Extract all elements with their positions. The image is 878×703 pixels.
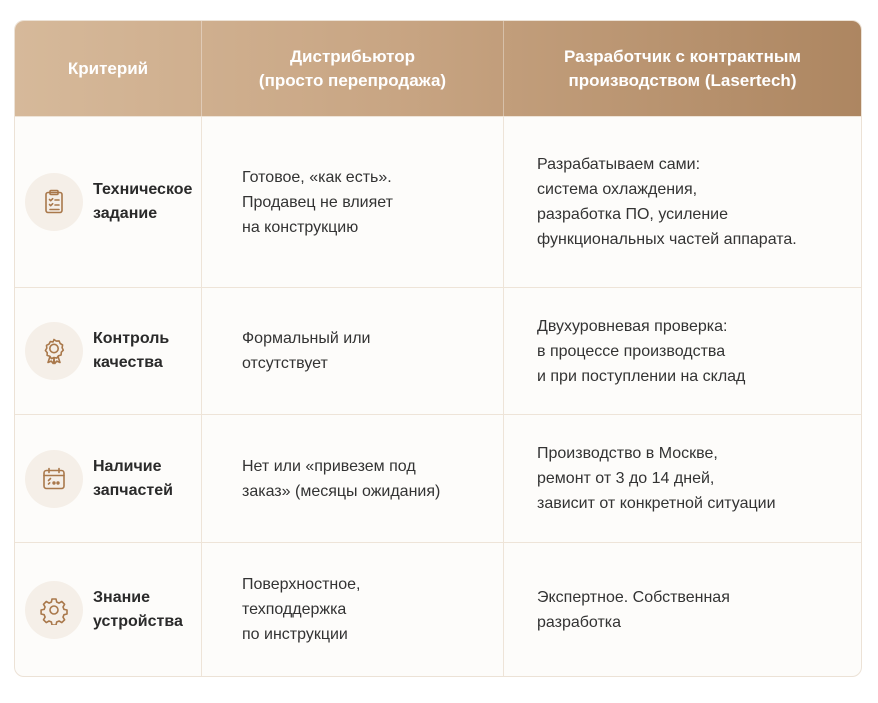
criterion-cell bbox=[15, 543, 201, 676]
header-criterion: Критерий bbox=[67, 58, 149, 78]
distributor-cell: Нет или «привезем под заказ» (месяцы ожидания) bbox=[201, 415, 503, 542]
table-row bbox=[15, 116, 861, 287]
distributor-cell: Поверхностное, техподдержка по инструкции bbox=[201, 543, 503, 676]
distributor-cell: Готовое, «как есть». Продавец не влияет на конструкцию bbox=[201, 117, 503, 287]
developer-cell: Экспертное. Собственная разработка bbox=[503, 543, 861, 676]
criterion-cell bbox=[15, 288, 201, 414]
table-row bbox=[15, 414, 861, 542]
criterion-label: Знание устройства bbox=[93, 588, 183, 630]
gear-icon bbox=[25, 581, 83, 639]
criterion-label: Контроль качества bbox=[93, 330, 170, 371]
table-header bbox=[15, 21, 861, 116]
table-row bbox=[15, 542, 861, 676]
developer-cell: Двухуровневая проверка: в процессе производства и при поступлении на склад bbox=[503, 288, 861, 414]
quality-badge-icon bbox=[25, 322, 83, 380]
table-row bbox=[15, 287, 861, 414]
criterion-cell bbox=[15, 117, 201, 287]
developer-cell: Разрабатываем сами: система охлаждения, разработка ПО, усиление функциональных частей аппарата. bbox=[503, 117, 861, 287]
comparison-table bbox=[14, 20, 862, 677]
clipboard-icon bbox=[25, 173, 83, 231]
criterion-cell bbox=[15, 415, 201, 542]
header-distributor: Дистрибьютор (просто перепродажа) bbox=[201, 21, 503, 116]
developer-cell: Производство в Москве, ремонт от 3 до 14 дней, зависит от конкретной ситуации bbox=[503, 415, 861, 542]
criterion-label: Наличие запчастей bbox=[93, 457, 173, 499]
header-developer: Разработчик с контрактным производством (Lasertech) bbox=[503, 21, 861, 116]
calendar-icon bbox=[25, 450, 83, 508]
distributor-cell: Формальный или отсутствует bbox=[201, 288, 503, 414]
criterion-label: Техническое задание bbox=[93, 181, 193, 222]
